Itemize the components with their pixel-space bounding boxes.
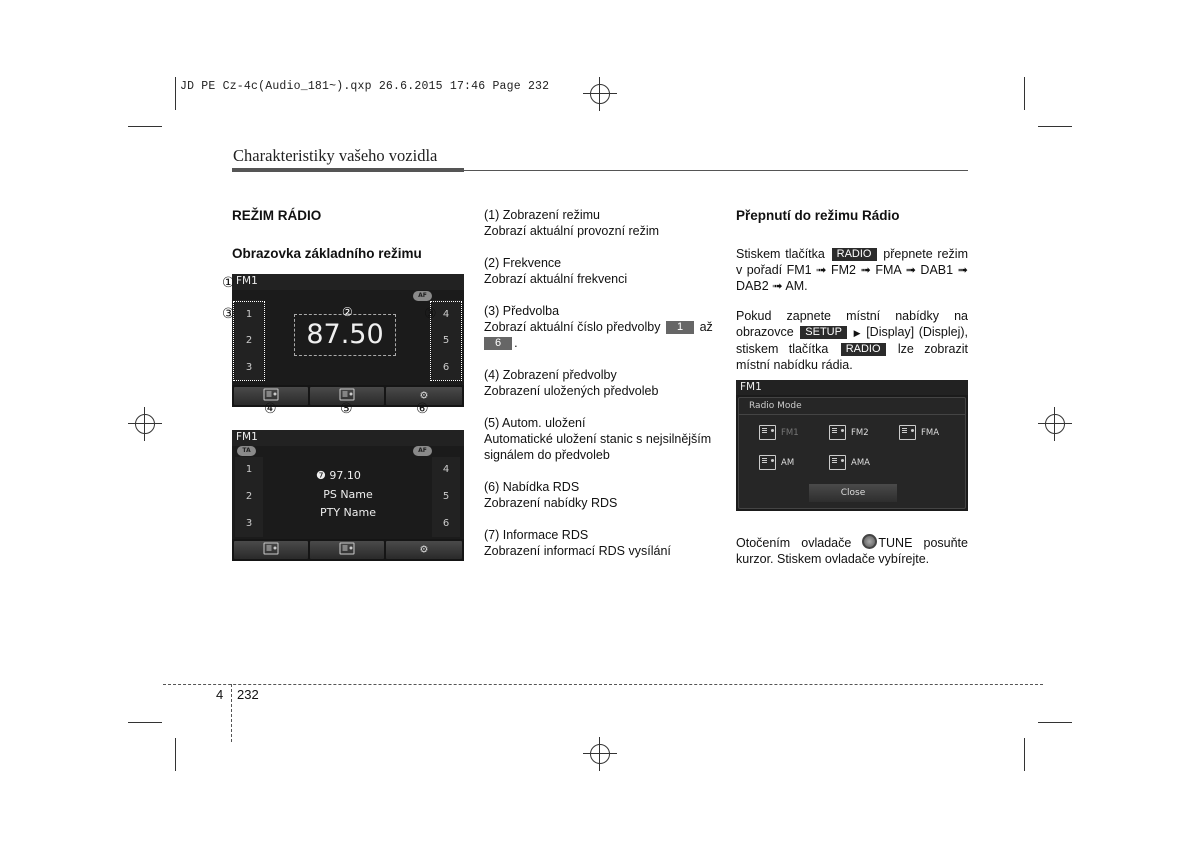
preset-list-button (234, 541, 308, 559)
mode-option-ama (829, 455, 870, 470)
option-label: FM2 (851, 428, 869, 438)
band-label: FM1 (236, 431, 258, 443)
footer-divider (231, 684, 232, 742)
radio-key-badge: RADIO (832, 248, 877, 261)
item-text: Zobrazení uložených předvoleb (484, 384, 659, 398)
callout-1: ① (222, 275, 235, 291)
item-text: Automatické uložení stanic s nejsilnějším signálem do předvoleb (484, 432, 712, 462)
option-label: FMA (921, 428, 940, 438)
description-item-7 (484, 527, 720, 559)
item-title: (7) Informace RDS (484, 528, 589, 542)
mode-option-fm1 (759, 425, 799, 440)
option-label: AMA (851, 458, 870, 468)
gear-icon: ⚙ (419, 544, 429, 556)
preset-3: 3 (245, 362, 253, 373)
crop-mark (1024, 77, 1025, 110)
item-text: Zobrazení informací RDS vysílání (484, 544, 671, 558)
setup-key-badge: SETUP (800, 326, 847, 339)
callout-3-right: ③ (424, 306, 437, 322)
af-badge: AF (413, 446, 432, 456)
header-rule (464, 170, 968, 171)
item-title: (5) Autom. uložení (484, 416, 586, 430)
description-item-3 (484, 303, 720, 351)
item-title: (4) Zobrazení předvolby (484, 368, 617, 382)
item-text: Zobrazí aktuální číslo předvolby (484, 320, 661, 334)
paragraph-text: Pokud zapnete místní nabídky na obrazovce (736, 309, 968, 339)
item-text: až (699, 320, 713, 334)
preset-badge: 6 (484, 337, 512, 350)
preset-1: 1 (245, 309, 253, 320)
item-title: (1) Zobrazení režimu (484, 208, 601, 222)
crop-mark (128, 126, 162, 127)
popup-title: Radio Mode (749, 401, 802, 411)
af-badge: AF (413, 291, 432, 301)
highlight-left-presets (233, 301, 265, 381)
preset-4: 4 (442, 464, 450, 475)
chapter-number: 4 (216, 687, 224, 702)
band-label: FM1 (740, 381, 762, 393)
item-title: (2) Frekvence (484, 256, 562, 270)
description-item-1 (484, 207, 720, 239)
radio-mode-popup (738, 397, 966, 509)
settings-button (386, 541, 462, 559)
mode-option-fma (899, 425, 939, 440)
radio-screen-2 (232, 430, 464, 561)
page-number: 232 (237, 687, 259, 702)
heading-radio-mode: REŽIM RÁDIO (232, 208, 322, 223)
paragraph-tune-knob (736, 534, 968, 567)
preset-6: 6 (442, 518, 450, 529)
preset-4: 4 (442, 309, 450, 320)
close-button: Close (809, 484, 897, 502)
ta-badge: TA (237, 446, 256, 456)
print-header-line: JD PE Cz-4c(Audio_181~).qxp 26.6.2015 17:46 Page 232 (180, 80, 550, 93)
header-rule (232, 168, 464, 172)
radio-icon (829, 425, 846, 440)
footer-rule (163, 684, 1043, 685)
ps-name: PS Name (323, 488, 373, 501)
arrow-right-icon: ▶ (853, 328, 862, 338)
preset-6: 6 (442, 362, 450, 373)
tune-label: TUNE (878, 536, 913, 550)
crop-mark (175, 738, 176, 771)
paragraph-radio-button (736, 246, 968, 294)
crop-mark (1024, 738, 1025, 771)
preset-5: 5 (442, 491, 450, 502)
paragraph-text: Otočením ovladače (736, 536, 852, 550)
callout-4: ④ (264, 401, 277, 417)
radio-icon (759, 425, 776, 440)
item-text: Zobrazí aktuální provozní režim (484, 224, 660, 238)
auto-store-button (310, 541, 384, 559)
registration-mark (583, 737, 617, 771)
option-label: FM1 (781, 428, 799, 438)
item-title: (6) Nabídka RDS (484, 480, 580, 494)
description-item-2 (484, 255, 720, 287)
radio-icon (829, 455, 846, 470)
radio-mode-screen (736, 380, 968, 511)
description-item-5 (484, 415, 720, 463)
preset-1: 1 (245, 464, 253, 475)
description-list (484, 207, 720, 575)
paragraph-local-menu (736, 308, 968, 373)
auto-store-icon (340, 543, 355, 555)
callout-6: ⑥ (416, 401, 429, 417)
crop-mark (1038, 722, 1072, 723)
item-text: Zobrazení nabídky RDS (484, 496, 618, 510)
item-title: (3) Předvolba (484, 304, 560, 318)
tune-knob-icon (862, 534, 877, 549)
registration-mark (128, 407, 162, 441)
radio-list-icon (264, 543, 279, 555)
registration-mark (1038, 407, 1072, 441)
description-item-4 (484, 367, 720, 399)
registration-mark (583, 77, 617, 111)
rds-frequency: 97.10 (329, 469, 361, 482)
preset-2: 2 (245, 491, 253, 502)
callout-3-left: ③ (222, 306, 235, 322)
mode-option-fm2 (829, 425, 869, 440)
option-label: AM (781, 458, 795, 468)
description-item-6 (484, 479, 720, 511)
preset-3: 3 (245, 518, 253, 529)
paragraph-text: posuňte kurzor. Stiskem ovladače vybírejte. (736, 536, 968, 566)
callout-5: ⑤ (340, 401, 353, 417)
section-title: Charakteristiky vašeho vozidla (233, 146, 438, 165)
auto-store-icon (340, 389, 355, 401)
preset-2: 2 (245, 335, 253, 346)
mode-option-am (759, 455, 794, 470)
frequency-display: 87.50 (294, 314, 396, 356)
heading-switch-radio-mode: Přepnutí do režimu Rádio (736, 208, 900, 223)
band-label: FM1 (236, 275, 258, 287)
item-text: Zobrazí aktuální frekvenci (484, 272, 628, 286)
paragraph-text: Stiskem tlačítka (736, 247, 825, 261)
pty-name: PTY Name (319, 506, 377, 519)
preset-5: 5 (442, 335, 450, 346)
item-text: . (514, 336, 518, 350)
callout-2: ② (342, 305, 353, 319)
paragraph-text: přepnete režim v pořadí FM1 ➟ FM2 ➟ FMA ➟ DAB1 ➟ DAB2 ➟ AM. (736, 247, 968, 293)
preset-badge: 1 (666, 321, 694, 334)
crop-mark (128, 722, 162, 723)
radio-icon (899, 425, 916, 440)
radio-icon (759, 455, 776, 470)
crop-mark (175, 77, 176, 110)
radio-list-icon (264, 389, 279, 401)
radio-screen-1 (232, 274, 464, 407)
gear-icon: ⚙ (419, 390, 429, 402)
screen-bottom-bar (232, 539, 464, 561)
rds-frequency-line (316, 469, 361, 482)
crop-mark (1038, 126, 1072, 127)
callout-7: ❼ (316, 469, 326, 482)
paragraph-text: [Display] (Displej), stiskem tlačítka (736, 325, 969, 356)
subheading-base-screen: Obrazovka základního režimu (232, 246, 422, 261)
paragraph-text: lze zobrazit místní nabídku rádia. (736, 342, 968, 372)
radio-key-badge: RADIO (841, 343, 886, 356)
